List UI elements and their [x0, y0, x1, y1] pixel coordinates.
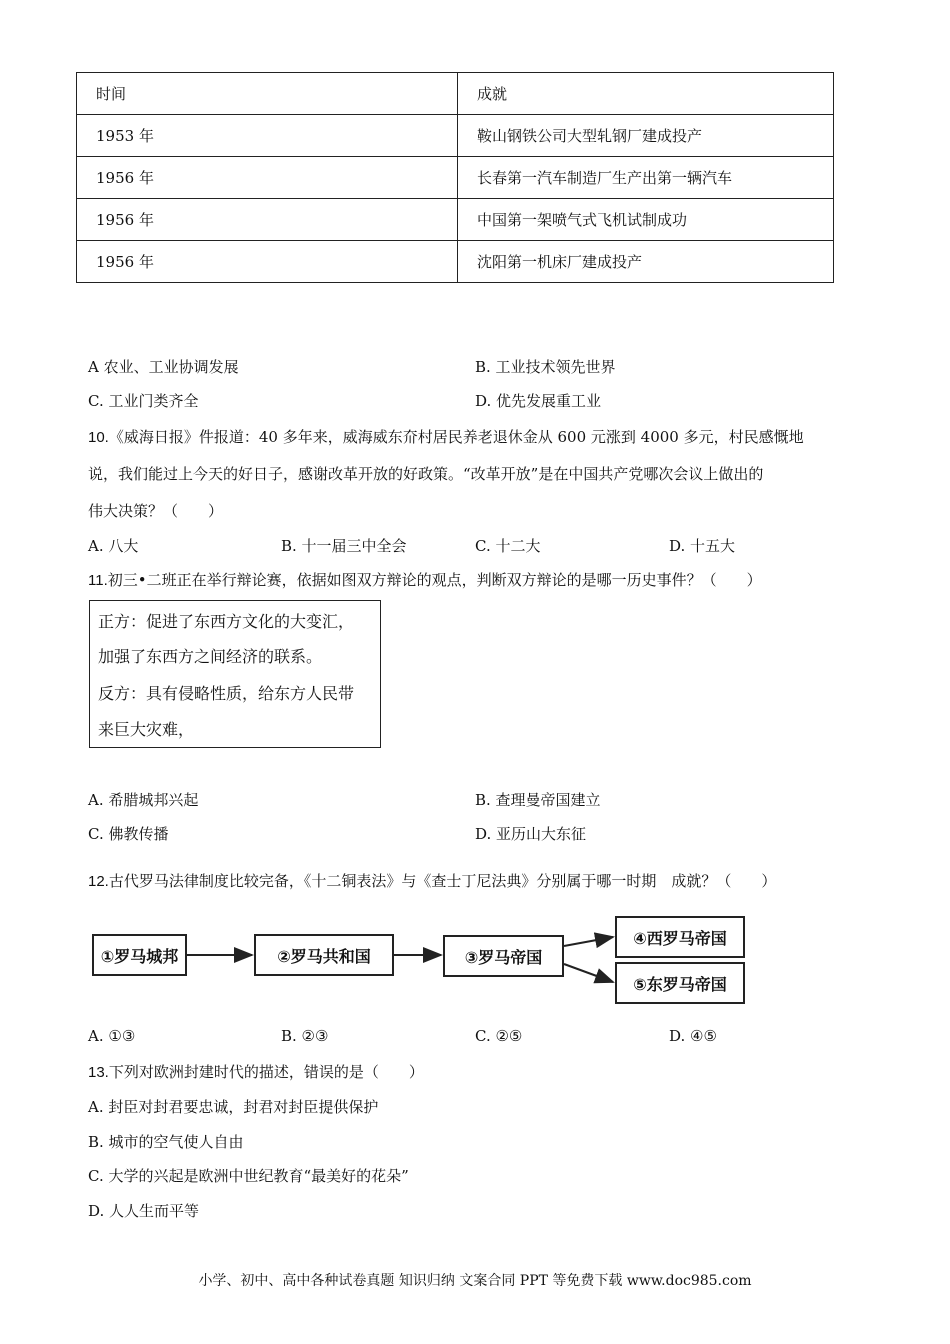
q10-option-c: C. 十二大 [475, 537, 541, 555]
q11-option-c: C. 佛教传播 [88, 825, 169, 843]
q12-option-c: C. ②⑤ [475, 1027, 523, 1045]
q10-option-a: A. 八大 [88, 537, 139, 555]
q10-line-3: 伟大决策？（ ） [88, 502, 224, 520]
flow-node-roman-city-state: ①罗马城邦 [92, 934, 187, 976]
q11-text: 初三•二班正在举行辩论赛，依据如图双方辩论的观点，判断双方辩论的是哪一历史事件？（ ） [107, 571, 762, 589]
debate-line: 正方：促进了东西方文化的大变汇， [98, 612, 355, 631]
table-cell: 中国第一架喷气式飞机试制成功 [458, 199, 834, 241]
page-footer: 小学、初中、高中各种试卷真题 知识归纳 文案合同 PPT 等免费下载 www.doc985.com [198, 1273, 752, 1289]
table-cell: 1956 年 [77, 241, 458, 283]
flow-node-western-roman-empire: ④西罗马帝国 [615, 916, 745, 958]
q11-option-b: B. 查理曼帝国建立 [475, 791, 601, 809]
q11-number: 11. [88, 572, 108, 589]
q12-option-d: D. ④⑤ [669, 1027, 717, 1045]
q13-option-c: C. 大学的兴起是欧洲中世纪教育“最美好的花朵” [88, 1167, 409, 1185]
q9-option-b: B. 工业技术领先世界 [475, 358, 616, 376]
q10-option-d: D. 十五大 [669, 537, 736, 555]
flow-node-roman-empire: ③罗马帝国 [443, 935, 564, 977]
q9-option-a: A 农业、工业协调发展 [88, 358, 239, 376]
table-cell: 1956 年 [77, 199, 458, 241]
flow-node-roman-republic: ②罗马共和国 [254, 934, 394, 976]
table-header: 成就 [458, 73, 834, 115]
q12-option-a: A. ①③ [88, 1027, 136, 1045]
q10-number: 10. [88, 429, 109, 446]
q10-option-b: B. 十一届三中全会 [281, 537, 407, 555]
q13-stem [88, 1061, 424, 1082]
q13-text: 下列对欧洲封建时代的描述，错误的是（ ） [108, 1063, 424, 1081]
q13-option-d: D. 人人生而平等 [88, 1202, 200, 1220]
q12-number: 12. [88, 873, 109, 890]
q12-text: 古代罗马法律制度比较完备，《十二铜表法》与《查士丁尼法典》分别属于哪一时期 成就？（ ） [108, 872, 777, 890]
debate-line: 反方：具有侵略性质，给东方人民带 [98, 684, 355, 703]
q10-line-2: 说，我们能过上今天的好日子，感谢改革开放的好政策。“改革开放”是在中国共产党哪次会议上做出的 [88, 465, 764, 483]
table-cell: 沈阳第一机床厂建成投产 [458, 241, 834, 283]
flow-arrow [564, 964, 613, 982]
debate-line: 加强了东西方之间经济的联系。 [98, 647, 323, 666]
q10-text: 《威海日报》件报道：40 多年来，威海威东夼村居民养老退休金从 600 元涨到 4000 多元，村民感慨地 [108, 428, 804, 446]
q11-option-d: D. 亚历山大东征 [475, 825, 587, 843]
table-cell: 1956 年 [77, 157, 458, 199]
table-cell: 鞍山钢铁公司大型轧钢厂建成投产 [458, 115, 834, 157]
q11-option-a: A. 希腊城邦兴起 [88, 791, 199, 809]
table-header: 时间 [77, 73, 458, 115]
flow-node-eastern-roman-empire: ⑤东罗马帝国 [615, 962, 745, 1004]
q13-option-b: B. 城市的空气使人自由 [88, 1133, 244, 1151]
table-cell: 长春第一汽车制造厂生产出第一辆汽车 [458, 157, 834, 199]
flow-arrow [564, 937, 613, 946]
q12-option-b: B. ②③ [281, 1027, 329, 1045]
q13-option-a: A. 封臣对封君要忠诚，封君对封臣提供保护 [88, 1098, 379, 1116]
q9-option-d: D. 优先发展重工业 [475, 392, 602, 410]
q13-number: 13. [88, 1064, 109, 1081]
table-cell: 1953 年 [77, 115, 458, 157]
q9-option-c: C. 工业门类齐全 [88, 392, 199, 410]
debate-line: 来巨大灾难， [98, 720, 195, 739]
